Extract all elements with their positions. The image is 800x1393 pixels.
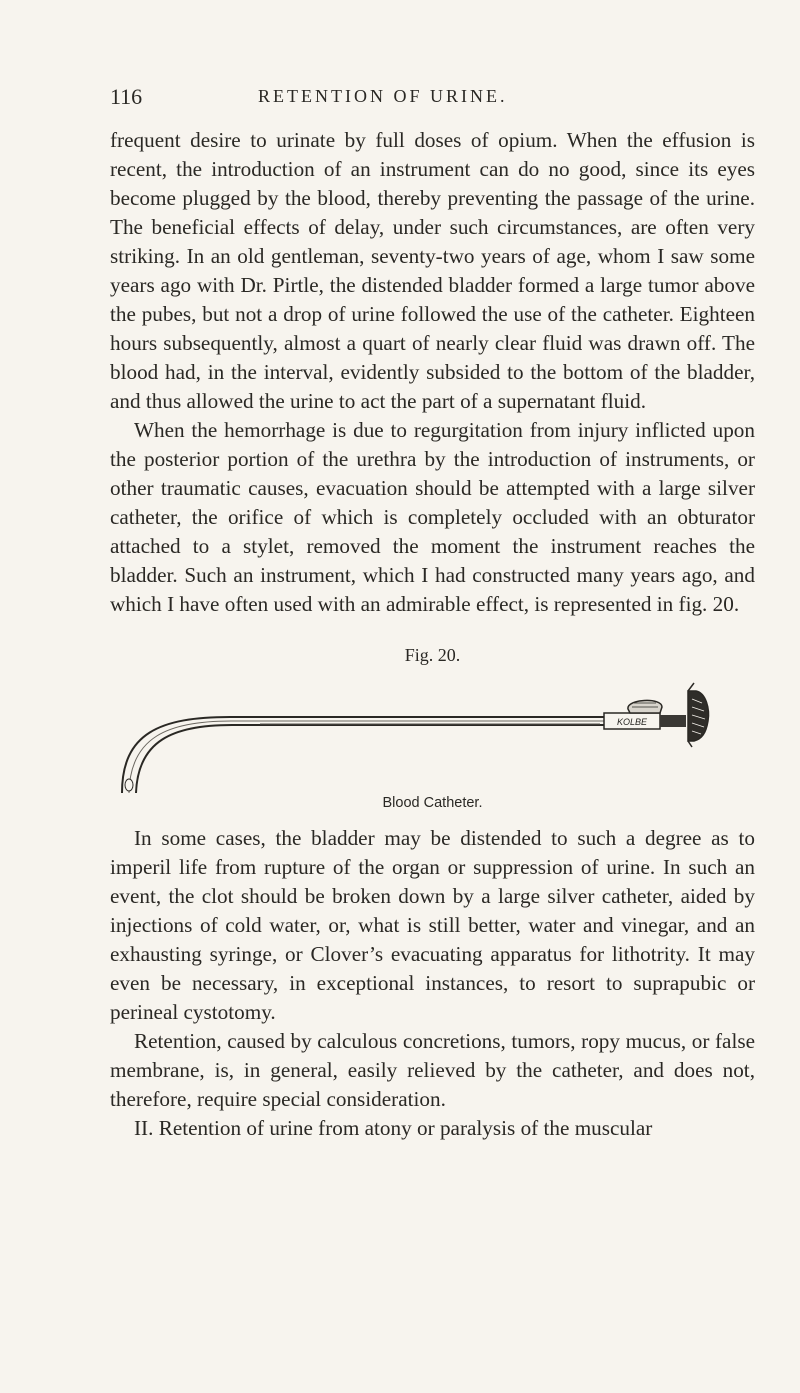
paragraph: II. Retention of urine from atony or paralysis of the muscular bbox=[134, 1116, 653, 1140]
page-number: 116 bbox=[110, 84, 143, 109]
figure-title: Fig. 20. bbox=[404, 645, 461, 665]
paragraph: In some cases, the bladder may be distended to such a degree as to imperil life from rupture of the organ or suppression of urine. In such an event, the clot should be broken down by a large silver catheter, aided by injections of cold water, or, what is still better, water and vinegar, and an exhausting syringe, or Clover’s evacuating apparatus for lithotrity. It may even be necessary, in exceptional instances, to resort to suprapubic or perineal cystotomy. bbox=[110, 826, 755, 1024]
page-header bbox=[110, 84, 750, 114]
maker-mark: KOLBE bbox=[616, 717, 648, 727]
paragraph: When the hemorrhage is due to regurgitation from injury inflicted upon the posterior portion of the urethra by the introduction of instruments, or other traumatic causes, evacuation should be attempted with a large silver catheter, the orifice of which is completely occluded with an obturator attached to a stylet, removed the moment the instrument reaches the bladder. Such an instrument, which I had constructed many years ago, and which I have often used with an admirable effect, is represented in fig. 20. bbox=[110, 418, 755, 616]
figure-20 bbox=[110, 645, 755, 820]
running-title: RETENTION OF URINE. bbox=[258, 86, 508, 106]
text-block-upper bbox=[110, 126, 755, 619]
catheter-eye bbox=[125, 779, 133, 791]
paragraph: Retention, caused by calculous concretions, tumors, ropy mucus, or false membrane, is, in general, easily relieved by the catheter, and does not, therefore, require special consideration. bbox=[110, 1029, 755, 1111]
blood-catheter-illustration bbox=[110, 673, 755, 793]
stylet-grip bbox=[660, 715, 686, 727]
text-block-lower bbox=[110, 824, 755, 1143]
paragraph: frequent desire to urinate by full doses of opium. When the effusion is recent, the introduction of an instrument can do no good, since its eyes become plugged by the blood, thereby preventing the passage of the urine. The beneficial effects of delay, under such circumstances, are often very striking. In an old gentleman, seventy-two years of age, whom I saw some years ago with Dr. Pirtle, the distended bladder formed a large tumor above the pubes, but not a drop of urine followed the use of the catheter. Eighteen hours subsequently, almost a quart of nearly clear fluid was drawn off. The blood had, in the interval, evidently subsided to the bottom of the bladder, and thus allowed the urine to act the part of a supernatant fluid. bbox=[110, 128, 755, 413]
figure-caption: Blood Catheter. bbox=[382, 795, 483, 811]
